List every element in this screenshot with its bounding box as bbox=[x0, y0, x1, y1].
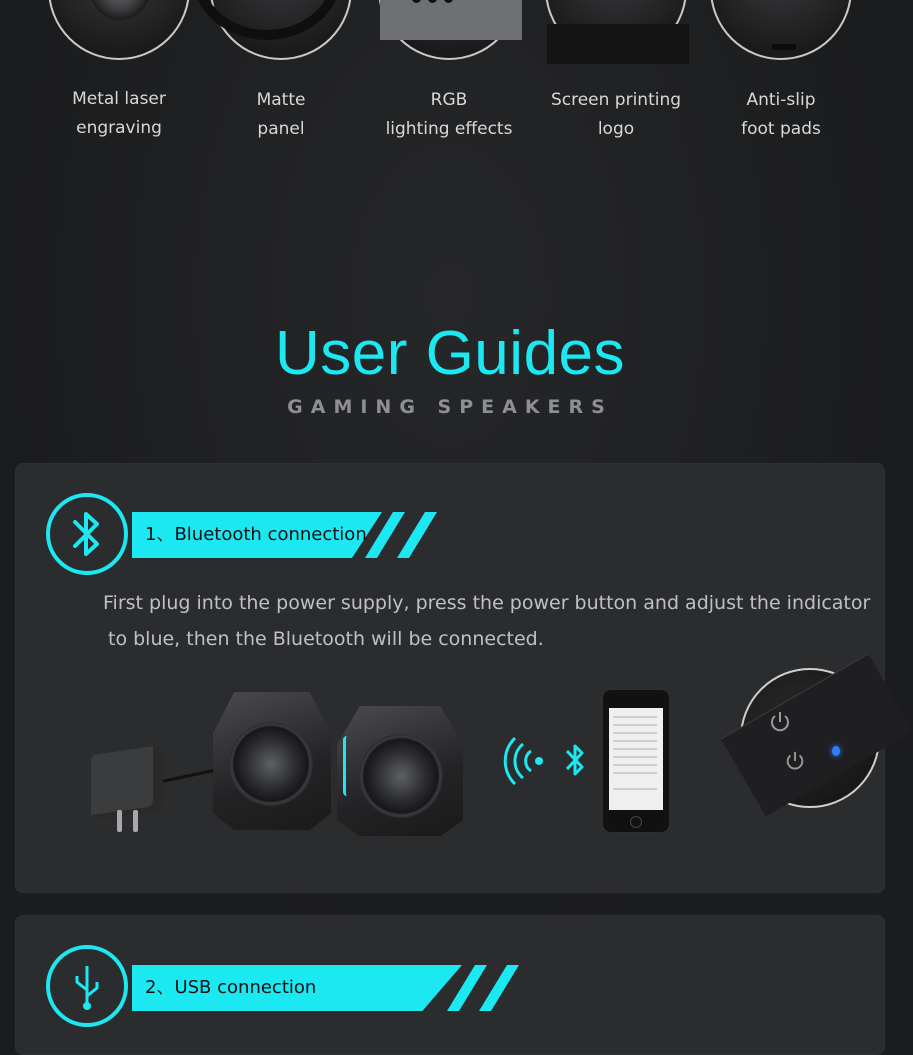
foot-pad-closeup-image bbox=[710, 0, 852, 60]
power-icon bbox=[768, 710, 792, 734]
power-button-closeup-image bbox=[740, 668, 880, 808]
feature-label bbox=[701, 86, 861, 144]
smartphone-image bbox=[601, 688, 671, 834]
feature-row bbox=[0, 0, 900, 160]
feature-label-line: logo bbox=[597, 119, 635, 139]
feature-label-line: engraving bbox=[76, 118, 162, 138]
banner-stripe bbox=[479, 965, 519, 1011]
step-label: 1、Bluetooth connection bbox=[145, 524, 367, 545]
section-subtitle: GAMING SPEAKERS bbox=[287, 396, 613, 418]
speaker-left-image bbox=[213, 692, 331, 830]
description-line: First plug into the power supply, press the power button and adjust the indicator bbox=[103, 592, 871, 614]
feature-label bbox=[369, 86, 529, 144]
bluetooth-guide-card bbox=[15, 463, 885, 893]
description-line: to blue, then the Bluetooth will be connected. bbox=[108, 628, 544, 650]
feature-label-line: panel bbox=[257, 119, 305, 139]
power-adapter-image bbox=[91, 745, 163, 821]
feature-label-line: Screen printing bbox=[550, 90, 682, 110]
rgb-lighting-closeup-image bbox=[378, 0, 520, 60]
metal-engraving-closeup-image bbox=[48, 0, 190, 60]
bluetooth-illustration bbox=[75, 678, 875, 878]
indicator-light bbox=[832, 746, 840, 756]
section-title: User Guides bbox=[274, 319, 626, 388]
feature-label bbox=[536, 86, 696, 144]
matte-panel-closeup-image bbox=[210, 0, 352, 60]
wireless-signal-icon bbox=[507, 736, 547, 786]
rgb-light-strip bbox=[343, 736, 351, 796]
feature-label-line: Metal laser bbox=[72, 89, 166, 109]
usb-icon bbox=[46, 945, 128, 1027]
plug-pin bbox=[133, 810, 138, 832]
feature-label-line: Anti-slip bbox=[746, 90, 816, 110]
feature-label-line: lighting effects bbox=[385, 119, 513, 139]
feature-label bbox=[201, 86, 361, 144]
logo-closeup-image bbox=[545, 0, 687, 60]
feature-label bbox=[39, 85, 199, 143]
step-description bbox=[103, 585, 873, 657]
feature-label-line: RGB bbox=[430, 90, 468, 110]
power-icon bbox=[784, 750, 806, 772]
feature-label-line: Matte bbox=[256, 90, 306, 110]
step-label: 2、USB connection bbox=[145, 977, 317, 998]
feature-label-line: foot pads bbox=[741, 119, 821, 139]
plug-pin bbox=[117, 810, 122, 832]
bluetooth-small-icon bbox=[563, 740, 587, 780]
power-cable bbox=[161, 768, 218, 783]
bluetooth-icon bbox=[46, 493, 128, 575]
banner-stripe bbox=[397, 512, 437, 558]
speaker-right-image bbox=[337, 706, 463, 836]
usb-guide-card bbox=[15, 915, 885, 1055]
